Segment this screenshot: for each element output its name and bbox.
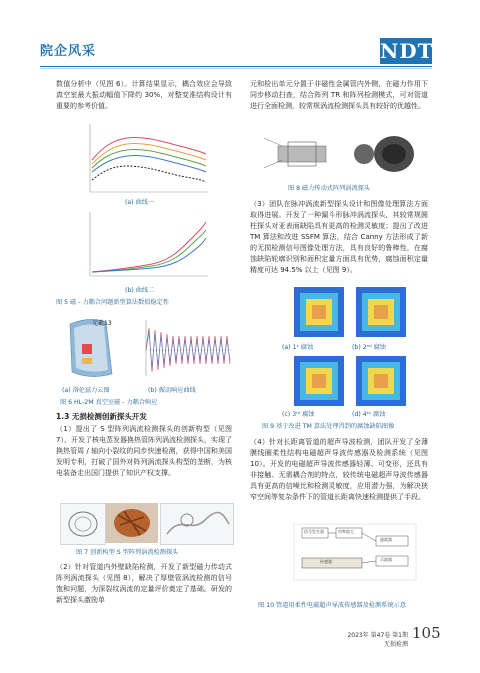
col1-paragraph-1: 数值分析中（见图 6）。计算结果显示，耦合效应会导致真空室最大振动幅值下降约 30%，对整变准结构设计有重要的参考价值。 — [56, 80, 232, 110]
section-heading: 1.3 无损检测创新探头开发 — [56, 412, 147, 421]
corrosion-map-3 — [294, 356, 344, 406]
footer-journal-text: 无损检测 — [383, 641, 408, 648]
fig9-caption: 图 9 基于改进 TM 算法处理得到的腐蚀缺陷图像 — [262, 423, 395, 430]
corrosion-image-4 — [356, 356, 406, 406]
probe-photo-1 — [60, 503, 106, 545]
fig10-caption: 图 10 管道用柔性电磁超声导波传感器及检测系统示意 — [258, 602, 406, 609]
figure-curve-2 — [82, 208, 212, 284]
fig8-graphic — [260, 128, 422, 180]
corrosion-map-4 — [356, 356, 406, 406]
probe-photo-3-graphic — [161, 504, 233, 544]
col2-paragraph-3: （4）针对长距离管道的超声导波检测，团队开发了全薄膜线圈柔性结构电磁超声导波传感器及检测系统（见图 10）。开发的电磁超声导波传感器轻薄、可变形，还具有非接触、无需耦合剂的特点，较传统电磁超声导波传感器具有更高的信噪比和检测灵敏度，应用潜力强，为解决狭窄空间等复杂条件下的管道长距离快速检测提供了手段。 — [250, 438, 428, 501]
oscilloscope-label: 示波器 — [380, 557, 392, 562]
corrosion-map-1 — [294, 287, 344, 337]
corrosion-image-3 — [294, 356, 344, 406]
ndt-logo: NDT — [380, 39, 434, 63]
probe-photo-3 — [160, 503, 234, 545]
vibration-response-image — [142, 316, 234, 382]
corrosion-image-1 — [294, 287, 344, 337]
fig8-diagram — [260, 128, 422, 180]
filter-label: 滤波器 — [380, 537, 392, 542]
col1-paragraph-3: （2）针对管道内外壁缺陷检测，开发了新型磁力传动式阵列涡流探头（见图 8），解决了厚壁管涡流检测的信号饱和问题，为深裂纹涡流的定量评价奠定了基础。研发的新型探头激励单 — [56, 563, 232, 604]
vibration-response-plot — [142, 316, 234, 382]
fig9a-label: (a) 1ˢ 腐蚀 — [282, 344, 314, 351]
fig6-element-label: 元素13 — [92, 320, 112, 327]
fig8-caption: 图 8 磁力传动式阵列涡流探头 — [288, 185, 371, 192]
fig6-caption: 图 6 HL-2M 真空室磁 - 力耦合响应 — [60, 399, 158, 406]
fig-curve-2-label: (b) 曲线二 — [125, 287, 155, 294]
fig6a-label: (a) 洛伦兹力云图 — [62, 387, 110, 394]
power-amp-label: 功率放大 — [338, 529, 354, 534]
col2-paragraph-2: （3）团队在脉冲涡流新型探头设计和图像处理算法方面取得进展。开发了一种漏斗形脉冲涡流探头，其较常规圆柱探头对亚表面缺陷具有更高的检测灵敏度；提出了改进 TM 算法和改进 SSFM 算法，结合 Canny 方法形成了新的无损检测信号图像处理方法，具有良好的鲁棒性，在腐蚀缺陷轮廓识别和面积定量方面具有优势，腐蚀面积定量精度可达 94.5% 以上（见图 9）。 — [250, 200, 428, 274]
fig-curve-1-label: (a) 曲线一 — [125, 199, 155, 206]
figure-curve-1 — [82, 120, 212, 200]
fig9c-label: (c) 3ʳᵈ 腐蚀 — [282, 411, 315, 418]
corrosion-map-2 — [356, 287, 406, 337]
probe-photo-2-graphic — [106, 503, 158, 543]
signal-generator-label: 信号发生器 — [304, 529, 324, 534]
curve-1-plot — [82, 120, 212, 200]
footer-issue — [330, 631, 408, 649]
header-rule — [40, 66, 432, 67]
fig5-caption: 图 5 磁 - 力耦合问题新型算法数值稳定性 — [56, 299, 170, 306]
probe-photo-2 — [106, 503, 158, 543]
fig7-caption: 图 7 创新构型 S 型阵列涡流检测探头 — [76, 549, 179, 556]
col1-paragraph-2: （1）提出了 S 型阵列涡流检测探头的创新构型（见图 7），开发了核电蒸发器换热管阵列涡流检测探头，实现了换热管周 / 轴向小裂纹的同步快速检测，获得中国和美国发明专利，打破了国外对阵列涡流探头构型的垄断，为核电装备走出国门提供了知识产权支撑。 — [56, 425, 232, 477]
fig6b-label: (b) 振动响应曲线 — [148, 387, 196, 394]
footer-issue-text: 2023年 第47卷 第1期 — [347, 632, 408, 639]
page-number: 105 — [412, 624, 441, 642]
col2-paragraph-1: 元和检出单元分置于非磁性金属管内外侧，在磁力作用下同步移动扫查，结合阵列 TR 和阵列检测模式，可对管道进行全面检测，较常规涡流检测探头具有较好的优越性。 — [250, 80, 428, 110]
fig9d-label: (d) 4ᵗʰ 腐蚀 — [352, 411, 386, 418]
header-rule-light — [40, 68, 432, 69]
sensor-label: 传感器 — [320, 559, 332, 564]
corrosion-image-2 — [356, 287, 406, 337]
section-header: 院企风采 — [40, 44, 97, 59]
fig9b-label: (b) 2ⁿᵈ 腐蚀 — [352, 344, 386, 351]
probe-photo-1-graphic — [61, 504, 105, 544]
curve-2-plot — [82, 208, 212, 284]
